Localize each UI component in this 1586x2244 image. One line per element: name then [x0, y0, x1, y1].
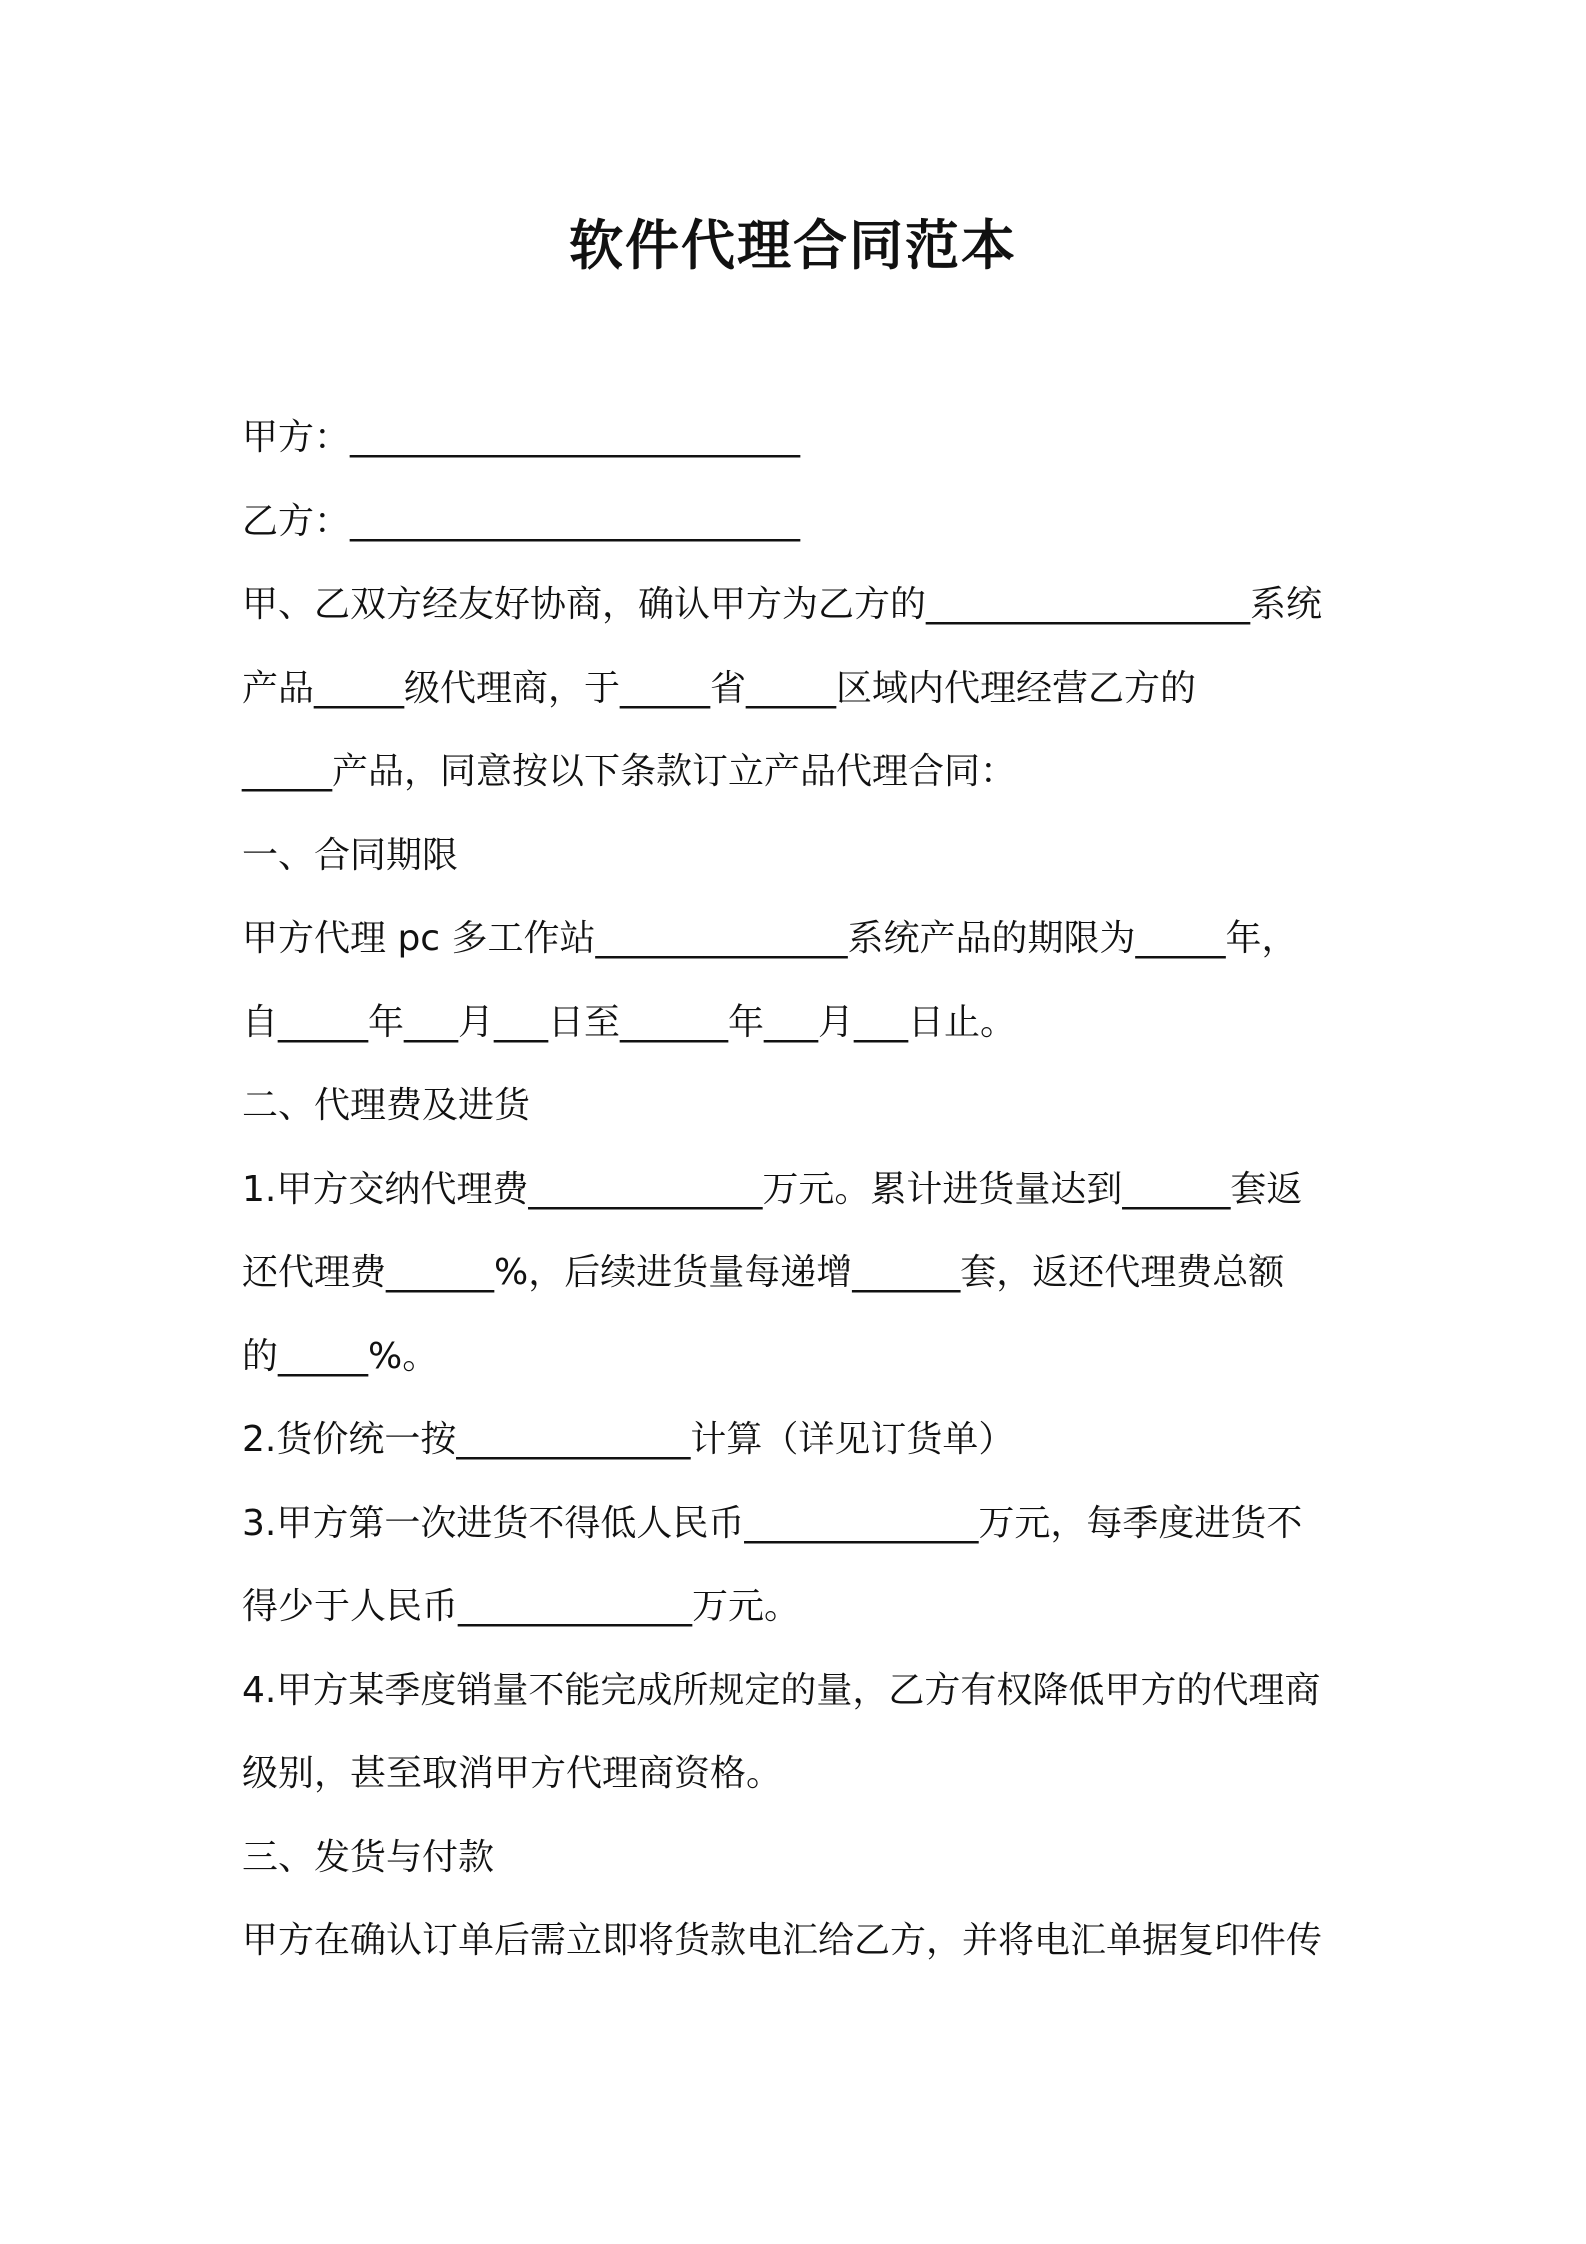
preamble-line-3: _____产品，同意按以下条款订立产品代理合同：	[242, 751, 1017, 792]
section-heading-term: 一、合同期限	[242, 835, 459, 876]
fees-clause-4-line-1: 4.甲方某季度销量不能完成所规定的量，乙方有权降低甲方的代理商	[242, 1670, 1321, 1711]
term-line-2: 自_____年___月___日至______年___月___日止。	[242, 1002, 1017, 1043]
fees-clause-3-line-2: 得少于人民币_____________万元。	[242, 1586, 801, 1627]
term-line-1: 甲方代理 pc 多工作站______________系统产品的期限为_____年，	[242, 918, 1298, 959]
section-heading-fees: 二、代理费及进货	[242, 1085, 531, 1126]
fees-clause-1-line-1: 1.甲方交纳代理费_____________万元。累计进货量达到______套返	[242, 1169, 1303, 1210]
delivery-line-1: 甲方在确认订单后需立即将货款电汇给乙方，并将电汇单据复印件传	[242, 1920, 1323, 1961]
fees-clause-2: 2.货价统一按_____________计算（详见订货单）	[242, 1419, 1015, 1460]
section-heading-delivery: 三、发货与付款	[242, 1837, 495, 1878]
document-title: 软件代理合同范本	[569, 214, 1017, 277]
preamble-line-2: 产品_____级代理商，于_____省_____区域内代理经营乙方的	[242, 668, 1197, 709]
party-b-line: 乙方：_________________________	[242, 501, 801, 542]
fees-clause-1-line-3: 的_____%。	[242, 1336, 439, 1377]
fees-clause-1-line-2: 还代理费______%，后续进货量每递增______套，返还代理费总额	[242, 1252, 1285, 1293]
party-a-line: 甲方：_________________________	[242, 417, 801, 458]
fees-clause-3-line-1: 3.甲方第一次进货不得低人民币_____________万元，每季度进货不	[242, 1503, 1303, 1544]
preamble-line-1: 甲、乙双方经友好协商，确认甲方为乙方的__________________系统	[242, 584, 1323, 625]
fees-clause-4-line-2: 级别，甚至取消甲方代理商资格。	[242, 1753, 783, 1794]
